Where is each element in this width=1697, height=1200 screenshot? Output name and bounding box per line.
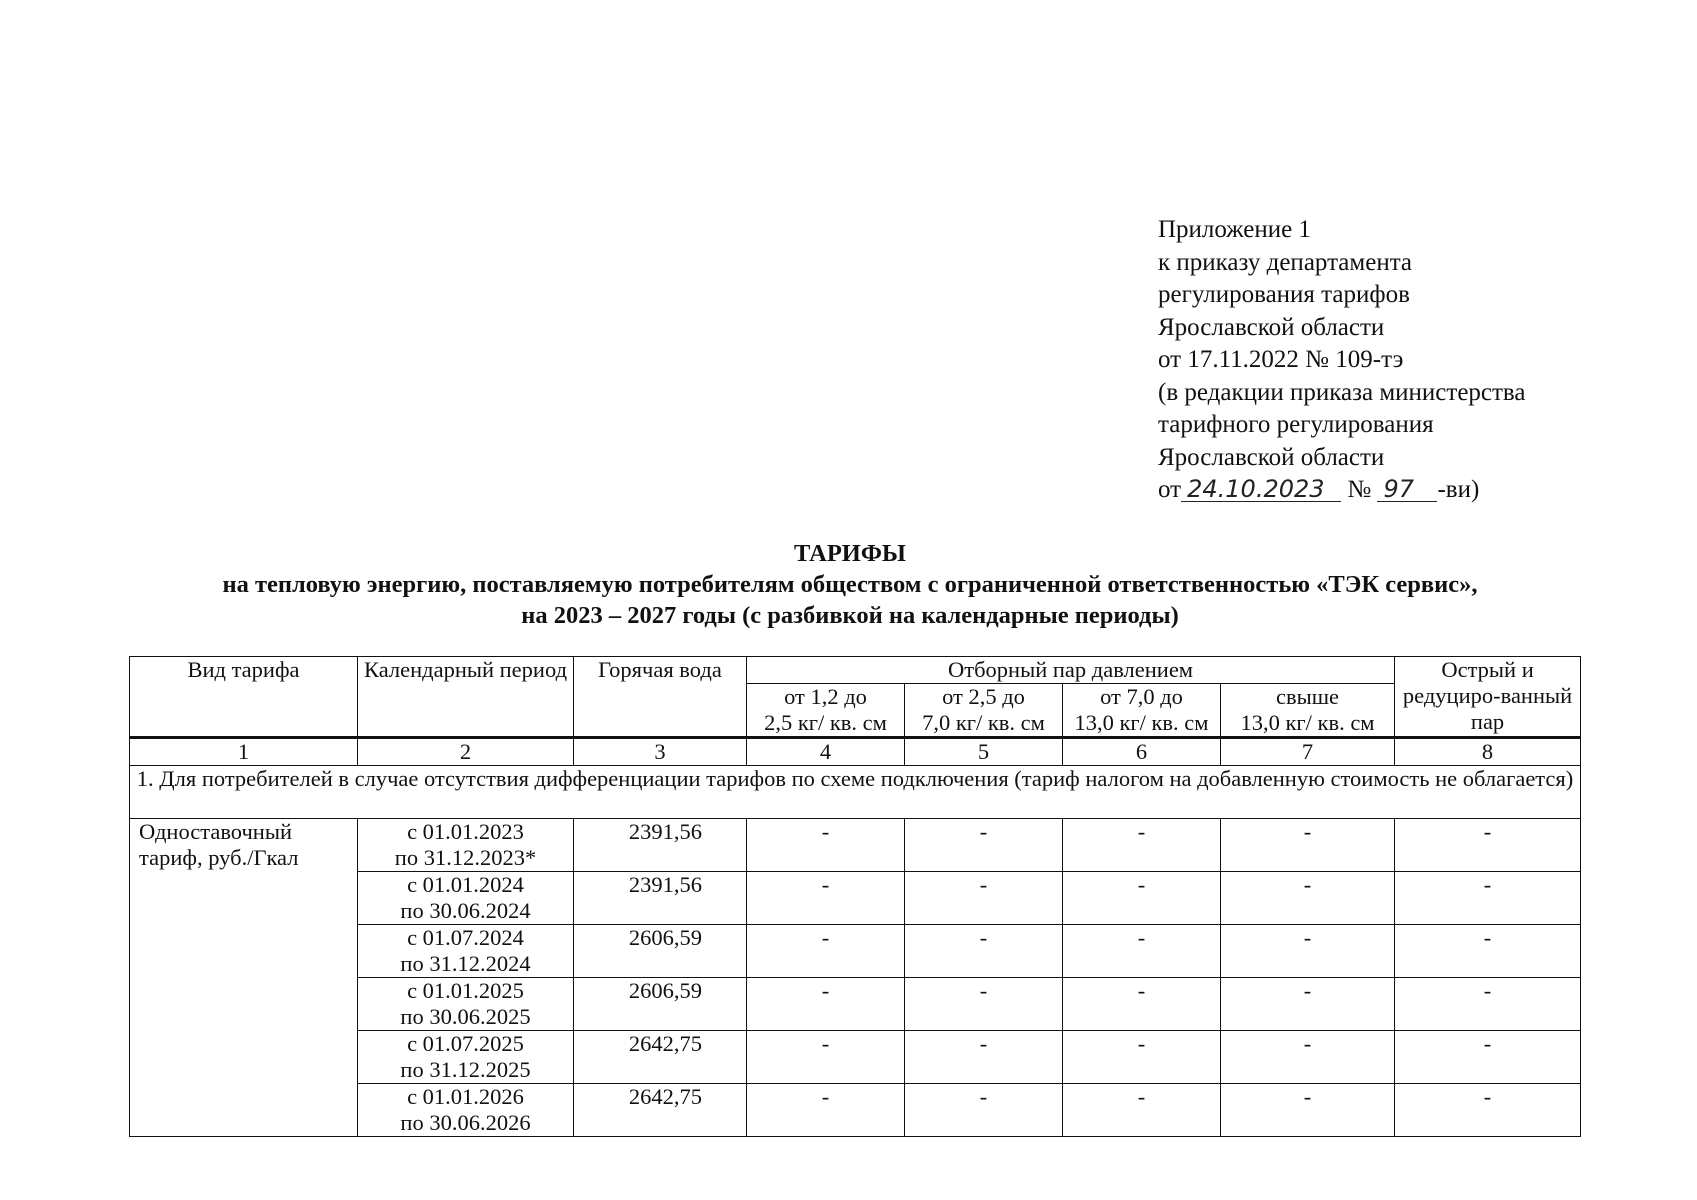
column-number: 6 <box>1063 738 1221 766</box>
title-subtitle: на тепловую энергию, поставляемую потребителям обществом с ограниченной ответственностью «ТЭК сервис», <box>222 571 1478 598</box>
tariff-type-cell: Одноставочный тариф, руб./Гкал <box>130 819 358 1137</box>
column-number: 4 <box>747 738 905 766</box>
value-cell: - <box>1063 978 1221 1031</box>
header-tariff-type: Вид тарифа <box>130 657 358 738</box>
hot-water-cell: 2642,75 <box>574 1031 747 1084</box>
annex-line: к приказу департамента <box>1158 248 1413 276</box>
header-steam-group: Отборный пар давлением <box>747 657 1395 684</box>
value-cell: - <box>1221 872 1395 925</box>
column-number: 3 <box>574 738 747 766</box>
value-cell: - <box>1395 872 1581 925</box>
value-cell: - <box>747 925 905 978</box>
column-number: 8 <box>1395 738 1581 766</box>
header-pressure-3: от 7,0 до 13,0 кг/ кв. см <box>1063 684 1221 738</box>
period-cell: с 01.01.2025 по 30.06.2025 <box>358 978 574 1031</box>
tariff-table <box>129 656 1581 1137</box>
column-number: 2 <box>358 738 574 766</box>
value-cell: - <box>747 1031 905 1084</box>
annex-line: Приложение 1 <box>1158 216 1311 243</box>
title-main: ТАРИФЫ <box>794 540 906 567</box>
annex-line: регулирования тарифов <box>1158 281 1410 308</box>
period-cell: с 01.07.2025 по 31.12.2025 <box>358 1031 574 1084</box>
annex-line: Ярославской области <box>1158 443 1385 471</box>
value-cell: - <box>1395 978 1581 1031</box>
period-cell: с 01.07.2024 по 31.12.2024 <box>358 925 574 978</box>
value-cell: - <box>747 819 905 872</box>
hot-water-cell: 2642,75 <box>574 1084 747 1137</box>
header-sharp-steam: Острый и редуциро-ванный пар <box>1395 657 1581 738</box>
hot-water-cell: 2606,59 <box>574 978 747 1031</box>
hot-water-cell: 2391,56 <box>574 872 747 925</box>
column-number: 1 <box>130 738 358 766</box>
value-cell: - <box>1395 925 1581 978</box>
value-cell: - <box>905 1084 1063 1137</box>
value-cell: - <box>747 1084 905 1137</box>
annex-line: (в редакции приказа министерства <box>1158 378 1526 406</box>
value-cell: - <box>1221 1084 1395 1137</box>
value-cell: - <box>1221 925 1395 978</box>
value-cell: - <box>1063 1084 1221 1137</box>
value-cell: - <box>1221 1031 1395 1084</box>
annex-number-sign: № <box>1347 476 1372 503</box>
value-cell: - <box>1395 1084 1581 1137</box>
document-title <box>120 538 1580 631</box>
value-cell: - <box>1063 819 1221 872</box>
table-row <box>130 819 1581 872</box>
header-period: Календарный период <box>358 657 574 738</box>
value-cell: - <box>1063 872 1221 925</box>
header-pressure-4: свыше 13,0 кг/ кв. см <box>1221 684 1395 738</box>
column-number: 7 <box>1221 738 1395 766</box>
period-cell: с 01.01.2026 по 30.06.2026 <box>358 1084 574 1137</box>
annex-line: тарифного регулирования <box>1158 411 1434 438</box>
value-cell: - <box>1395 1031 1581 1084</box>
header-hot-water: Горячая вода <box>574 657 747 738</box>
value-cell: - <box>747 872 905 925</box>
handwritten-date: 24.10.2023 <box>1181 477 1341 502</box>
header-pressure-1: от 1,2 до 2,5 кг/ кв. см <box>747 684 905 738</box>
annex-amendment-line <box>1158 474 1638 507</box>
value-cell: - <box>905 819 1063 872</box>
hot-water-cell: 2606,59 <box>574 925 747 978</box>
value-cell: - <box>1395 819 1581 872</box>
period-cell: с 01.01.2024 по 30.06.2024 <box>358 872 574 925</box>
value-cell: - <box>1221 819 1395 872</box>
annex-suffix: -ви) <box>1437 476 1480 503</box>
value-cell: - <box>905 925 1063 978</box>
value-cell: - <box>905 872 1063 925</box>
value-cell: - <box>905 978 1063 1031</box>
value-cell: - <box>905 1031 1063 1084</box>
value-cell: - <box>1221 978 1395 1031</box>
column-number-row <box>130 738 1581 766</box>
title-period: на 2023 – 2027 годы (с разбивкой на календарные периоды) <box>521 602 1179 629</box>
section-heading: 1. Для потребителей в случае отсутствия дифференциации тарифов по схеме подключения (тариф налогом на добавленную стоимость не облагается) <box>130 766 1581 819</box>
annex-line: от 17.11.2022 № 109-тэ <box>1158 346 1404 373</box>
hot-water-cell: 2391,56 <box>574 819 747 872</box>
handwritten-number: 97 <box>1377 477 1437 502</box>
period-cell: с 01.01.2023 по 31.12.2023* <box>358 819 574 872</box>
value-cell: - <box>1063 1031 1221 1084</box>
value-cell: - <box>1063 925 1221 978</box>
annex-line: Ярославской области <box>1158 313 1385 341</box>
header-pressure-2: от 2,5 до 7,0 кг/ кв. см <box>905 684 1063 738</box>
column-number: 5 <box>905 738 1063 766</box>
value-cell: - <box>747 978 905 1031</box>
annex-from-label: от <box>1158 476 1182 503</box>
annex-block <box>1158 214 1638 507</box>
section-row <box>130 766 1581 819</box>
